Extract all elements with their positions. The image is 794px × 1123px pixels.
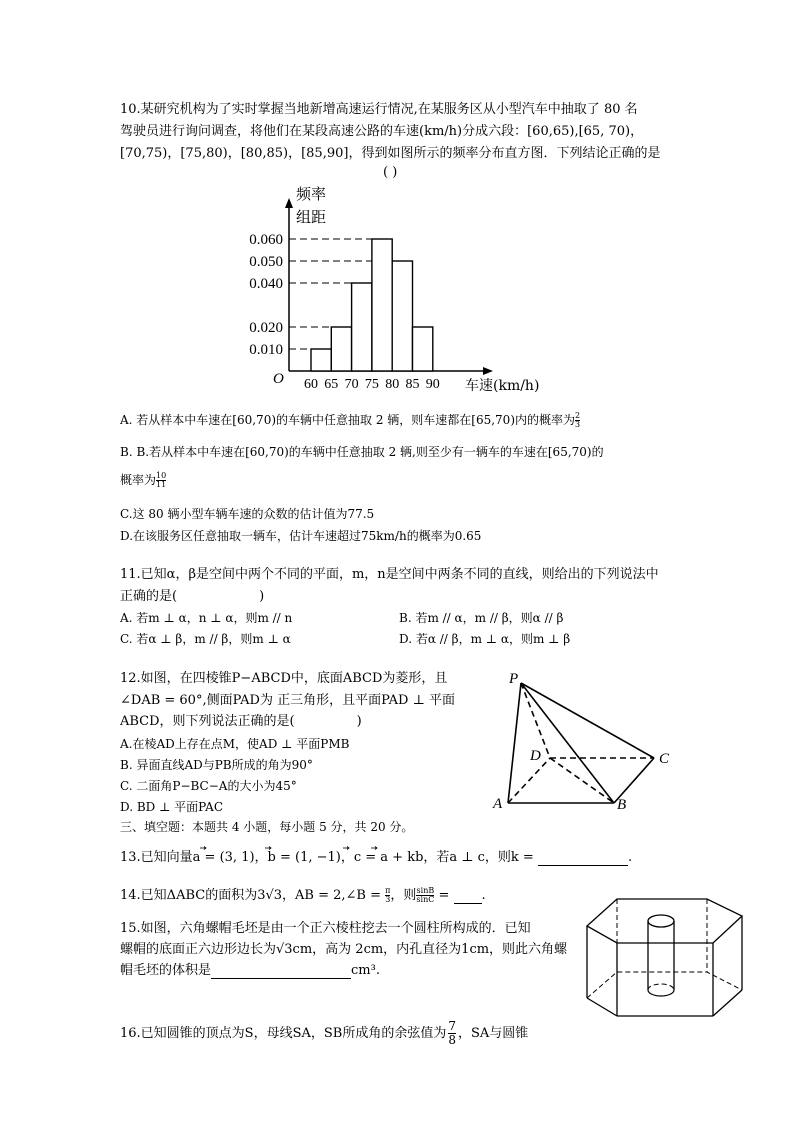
- x-tick-label-2: 70: [344, 377, 359, 392]
- q10-option-b-den: 11: [156, 480, 167, 489]
- q12-line2: ∠DAB = 60°,侧面PAD为 正三角形，且平面PAD ⊥ 平面: [120, 693, 455, 708]
- origin-label: O: [273, 371, 284, 387]
- q10-line1: 10.某研究机构为了实时掌握当地新增高速运行情况,在某服务区从小型汽车中抽取了 80 名: [120, 102, 638, 117]
- q11-stem: 11.已知α，β是空间中两个不同的平面，m，n是空间中两条不同的直线，则给出的下列说法中: [120, 567, 659, 582]
- x-axis-arrow: [483, 367, 493, 375]
- y-tick-label-3: 0.050: [249, 254, 283, 270]
- bar-2: [352, 283, 372, 371]
- y-tick-label-4: 0.060: [249, 232, 283, 248]
- q16-num: 7: [448, 1019, 456, 1033]
- q15-line2: 螺帽的底面正六边形边长为√3cm，高为 2cm，内孔直径为1cm，则此六角螺: [120, 942, 568, 957]
- section-3-heading: 三、填空题：本题共 4 小题，每小题 5 分，共 20 分。: [120, 820, 414, 834]
- x-tick-label-5: 85: [405, 377, 420, 392]
- q11-option-d: D. 若α // β，m ⊥ α，则m ⊥ β: [399, 632, 571, 646]
- q11-stem2-text: 正确的是(: [120, 589, 178, 604]
- x-axis-label: 车速(km/h): [465, 378, 540, 394]
- y-tick-label-0: 0.010: [249, 342, 283, 358]
- q12-line3-text: ABCD，则下列说法正确的是(: [120, 714, 295, 729]
- q10-option-a: [120, 412, 580, 429]
- label-D: D: [530, 748, 541, 764]
- q12-option-c: C. 二面角P−BC−A的大小为45°: [120, 779, 297, 793]
- y-tick-label-1: 0.020: [249, 320, 283, 336]
- q12-option-d: D. BD ⊥ 平面PAC: [120, 800, 223, 814]
- q10-line2: 驾驶员进行询问调查，将他们在某段高速公路的车速(km/h)分成六段：[60,65),[65, 70)，: [120, 124, 644, 139]
- y-tick-label-2: 0.040: [249, 276, 283, 292]
- q11-stem2: [120, 589, 264, 605]
- q15-line3-text: 帽毛坯的体积是: [120, 963, 212, 978]
- q10-line3: [70,75)，[75,80)，[80,85)，[85,90]，得到如图所示的频率分布直方图．下列结论正确的是: [120, 146, 661, 161]
- q14-mid: ，则: [390, 888, 417, 903]
- q14-angle-num: π: [385, 886, 391, 895]
- q11-option-a: A. 若m ⊥ α，n ⊥ α，则m // n: [120, 611, 293, 625]
- q12-option-b: B. 异面直线AD与PB所成的角为90°: [120, 758, 313, 772]
- q10-option-a-text: A. 若从样本中车速在[60,70)的车辆中任意抽取 2 辆，则车速都在[65,70)内的概率为: [120, 413, 575, 427]
- q10-option-b-line2: [120, 472, 166, 489]
- bar-4: [392, 261, 412, 371]
- y-label-top: 频率: [296, 185, 327, 203]
- q14-ratio-num: sinB: [416, 886, 435, 895]
- x-tick-label-4: 80: [385, 377, 400, 392]
- label-B: B: [617, 797, 627, 813]
- q12-line3-end: ): [356, 714, 362, 729]
- q10-option-d: D.在该服务区任意抽取一辆车，估计车速超过75km/h的概率为0.65: [120, 529, 482, 543]
- q14-answer-blank: [454, 903, 482, 904]
- q14-angle-den: 3: [385, 895, 391, 904]
- label-A: A: [493, 796, 503, 812]
- q13: [120, 850, 632, 866]
- q14-ratio-den: sinC: [416, 895, 435, 904]
- q10-answer-paren: ( ): [383, 165, 398, 180]
- q15-answer-blank: [211, 978, 351, 979]
- q16: [120, 1020, 528, 1047]
- y-label-bottom: 组距: [296, 208, 327, 226]
- q13-answer-blank: [538, 865, 628, 866]
- bar-0: [311, 349, 331, 371]
- q10-option-c: C.这 80 辆小型车辆车速的众数的估计值为77.5: [120, 507, 375, 521]
- q16-den: 8: [448, 1033, 456, 1047]
- q15-line3-end: cm³.: [351, 963, 380, 978]
- q11-option-c: C. 若α ⊥ β，m // β，则m ⊥ α: [120, 632, 291, 646]
- q14-text: 14.已知ΔABC的面积为3√3，AB = 2,∠B =: [120, 888, 381, 903]
- q16-text: 16.已知圆锥的顶点为S，母线SA，SB所成角的余弦值为: [120, 1026, 447, 1041]
- q14-end: .: [481, 888, 486, 903]
- q13-text: 13.已知向量a = (3, 1)，b = (1, −1)，c = a + kb，若a ⊥ c，则k =: [120, 850, 534, 865]
- q15-line1: 15.如图，六角螺帽毛坯是由一个正六棱柱挖去一个圆柱所构成的．已知: [120, 921, 531, 936]
- q12-option-a: A.在棱AD上存在点M，使AD ⊥ 平面PMB: [120, 737, 350, 751]
- q11-option-b: B. 若m // α，m // β，则α // β: [399, 611, 564, 625]
- q11-stem2-end: ): [259, 589, 265, 604]
- q10-option-a-num: 2: [575, 411, 581, 420]
- x-tick-label-1: 65: [324, 377, 339, 392]
- bar-5: [413, 327, 433, 371]
- x-tick-label-6: 90: [425, 377, 440, 392]
- q14: [120, 887, 486, 904]
- q14-eq: =: [438, 888, 450, 903]
- label-P: P: [509, 671, 519, 687]
- bar-1: [331, 327, 351, 371]
- q10-option-a-den: 3: [575, 420, 581, 429]
- x-tick-label-0: 60: [304, 377, 318, 392]
- q15-line3: [120, 963, 380, 979]
- q10-option-b-num: 10: [156, 471, 167, 480]
- bar-3: [372, 239, 392, 371]
- q13-end: .: [627, 850, 633, 865]
- q12-line1: 12.如图，在四棱锥P−ABCD中，底面ABCD为菱形，且: [120, 671, 448, 686]
- label-C: C: [659, 751, 670, 767]
- q10-option-b-line1: B. B.若从样本中车速在[60,70)的车辆中任意抽取 2 辆,则至少有一辆车的车速在[65,70)的: [120, 445, 604, 459]
- x-tick-label-3: 75: [364, 377, 379, 392]
- y-axis-arrow: [285, 198, 293, 208]
- q12-line3: [120, 714, 362, 730]
- q16-post: ，SA与圆锥: [457, 1026, 529, 1041]
- q10-option-b-text: 概率为: [120, 473, 157, 487]
